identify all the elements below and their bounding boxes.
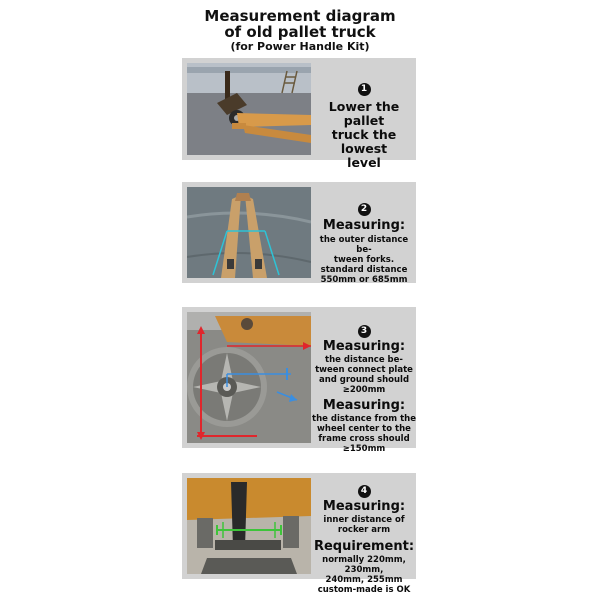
step-1-number-badge: 1	[358, 83, 371, 96]
step-2-line: the outer distance be-	[319, 235, 409, 255]
step-4-line: inner distance of	[323, 515, 405, 525]
step-3-heading: Measuring:	[322, 339, 406, 354]
step-2-heading: Measuring:	[322, 218, 406, 233]
title-line-1: Measurement diagram	[204, 7, 396, 25]
step-4-heading-2: Requirement:	[313, 539, 415, 554]
step-3-text	[312, 318, 416, 454]
step-1-text	[314, 76, 414, 170]
step-3-line: ≥200mm	[342, 385, 386, 395]
step-1-line: truck the lowest	[331, 127, 397, 156]
step-2-text	[312, 196, 416, 285]
step-2-photo	[187, 187, 311, 278]
step-3-line-2: frame cross should	[318, 434, 410, 444]
step-3-line: the distance be-	[325, 355, 403, 365]
step-3-number-badge: 3	[358, 325, 371, 338]
step-3-line-2: the distance from the	[312, 414, 416, 424]
step-4-line: rocker arm	[337, 525, 391, 535]
step-3-line: tween connect plate	[315, 365, 413, 375]
title-subtitle: (for Power Handle Kit)	[230, 40, 370, 53]
step-2-number-badge: 2	[358, 203, 371, 216]
step-3-photo	[187, 312, 311, 443]
step-3-line-2: ≥150mm	[342, 444, 386, 454]
step-3-heading-2: Measuring:	[322, 398, 406, 413]
step-3-panel	[182, 307, 416, 454]
step-3-line: and ground should	[318, 375, 410, 385]
step-4-number-badge: 4	[358, 485, 371, 498]
step-4-panel	[182, 473, 416, 595]
step-4-photo	[187, 478, 311, 574]
step-1-panel	[182, 58, 416, 170]
step-2-panel	[182, 182, 416, 283]
step-4-heading: Measuring:	[322, 499, 406, 514]
step-1-line: Lower the pallet	[328, 99, 400, 128]
document-title	[0, 8, 600, 53]
step-2-line: 550mm or 685mm	[320, 275, 408, 285]
step-4-line-2: custom-made is OK	[317, 585, 411, 595]
step-4-line-2: 240mm, 255mm	[325, 575, 403, 585]
step-1-photo	[187, 63, 311, 155]
step-4-line-2: normally 220mm, 230mm,	[322, 555, 406, 575]
step-1-line: level	[347, 155, 381, 170]
step-3-line-2: wheel center to the	[317, 424, 411, 434]
step-2-line: standard distance	[320, 265, 408, 275]
step-2-line: tween forks.	[333, 255, 395, 265]
title-line-2: of old pallet truck	[224, 23, 376, 41]
step-4-text	[312, 478, 416, 595]
